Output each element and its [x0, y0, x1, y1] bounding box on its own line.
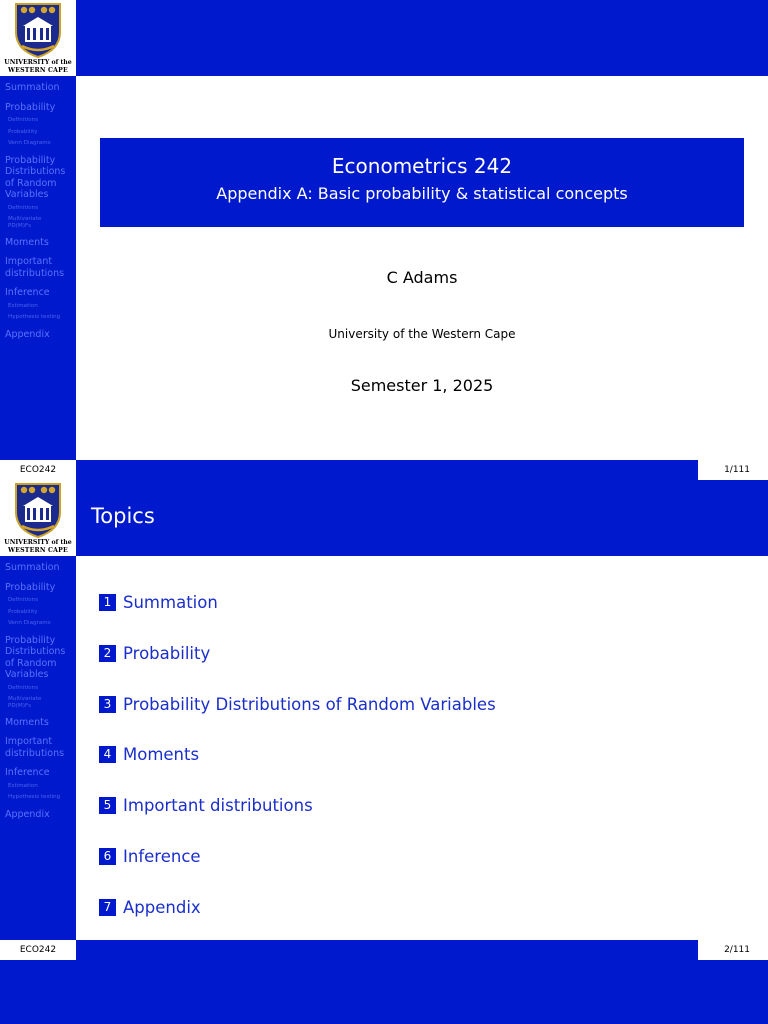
toc-item-moments[interactable]: [99, 744, 199, 764]
nav-line: PD(M)Fs: [8, 702, 32, 709]
nav-sub-venn-diagrams[interactable]: Venn Diagrams: [8, 620, 51, 627]
presentation-subtitle: Appendix A: Basic probability & statistical concepts: [216, 184, 628, 203]
section-nav: [5, 82, 73, 340]
toc-label: Probability Distributions of Random Variables: [123, 695, 496, 714]
toc-item-probability[interactable]: [99, 643, 210, 663]
footer-course: ECO242: [0, 940, 76, 960]
institution: University of the Western Cape: [328, 327, 516, 341]
nav-sub-multivariate[interactable]: [5, 216, 73, 228]
nav-line: Important: [5, 736, 53, 748]
nav-line: Important: [5, 256, 53, 268]
slide-footer: [0, 940, 768, 960]
toc-number: 5: [99, 797, 116, 814]
sidebar: [0, 480, 76, 940]
nav-summation[interactable]: Summation: [5, 82, 60, 93]
nav-line: Multivariate: [8, 696, 42, 703]
logo-text-line1: UNIVERSITY of the: [4, 539, 72, 546]
crest-icon: [14, 2, 62, 58]
toc-label: Summation: [123, 593, 218, 612]
nav-line: PD(M)Fs: [8, 222, 32, 229]
slide-1: [0, 0, 768, 480]
toc-number: 4: [99, 746, 116, 763]
nav-moments[interactable]: Moments: [5, 236, 49, 248]
nav-sub-estimation[interactable]: Estimation: [8, 782, 38, 789]
toc-label: Probability: [123, 644, 211, 663]
toc-number: 2: [99, 645, 116, 662]
nav-line: Distributions: [5, 646, 66, 658]
nav-appendix[interactable]: Appendix: [5, 328, 50, 340]
toc-number: 1: [99, 594, 116, 611]
university-logo: [0, 480, 76, 556]
crest-icon: [14, 482, 62, 538]
nav-sub-hypothesis-testing[interactable]: Hypothesis testing: [8, 314, 61, 321]
nav-line: Multivariate: [8, 216, 42, 223]
toc-label: Important distributions: [123, 796, 313, 815]
nav-important-distributions[interactable]: [5, 736, 73, 759]
nav-sub-probability[interactable]: Probability: [8, 608, 38, 615]
nav-line: Distributions: [5, 166, 66, 178]
nav-sub-multivariate[interactable]: [5, 696, 73, 708]
logo-text-line1: UNIVERSITY of the: [4, 59, 72, 66]
toc-label: Moments: [123, 745, 200, 764]
footer-page-number: 1/111: [698, 460, 768, 480]
nav-line: distributions: [5, 747, 65, 759]
footer-page-number: 2/111: [698, 940, 768, 960]
footer-course: ECO242: [0, 460, 76, 480]
toc-number: 6: [99, 848, 116, 865]
nav-inference[interactable]: Inference: [5, 767, 50, 779]
toc-item-appendix[interactable]: [99, 897, 201, 917]
slide-2: [0, 480, 768, 960]
logo-text-line2: WESTERN CAPE: [8, 547, 68, 554]
logo-text-line2: WESTERN CAPE: [8, 67, 68, 74]
frame-title: Topics: [91, 504, 155, 528]
nav-sub-probability[interactable]: Probability: [8, 128, 38, 135]
nav-appendix[interactable]: Appendix: [5, 808, 50, 820]
slide-header: [76, 0, 768, 76]
toc-number: 3: [99, 696, 116, 713]
presentation-title: Econometrics 242: [331, 154, 513, 178]
nav-important-distributions[interactable]: [5, 256, 73, 279]
nav-inference[interactable]: Inference: [5, 287, 50, 299]
nav-sub-venn-diagrams[interactable]: Venn Diagrams: [8, 140, 51, 147]
title-block: [100, 138, 744, 227]
sidebar: [0, 0, 76, 460]
toc-item-inference[interactable]: [99, 846, 201, 866]
university-logo: [0, 0, 76, 76]
toc-item-probability-distributions[interactable]: [99, 694, 496, 714]
nav-line: distributions: [5, 267, 65, 279]
toc-item-important-distributions[interactable]: [99, 795, 313, 815]
nav-sub-estimation[interactable]: Estimation: [8, 302, 38, 309]
nav-line: of Random: [5, 177, 57, 189]
nav-summation[interactable]: Summation: [5, 562, 60, 573]
nav-sub-definitions[interactable]: Definitions: [8, 597, 39, 603]
date: Semester 1, 2025: [350, 376, 494, 395]
author: C Adams: [386, 268, 458, 287]
slide-header: [76, 480, 768, 556]
nav-line: Probability: [5, 634, 56, 646]
nav-line: Variables: [5, 189, 49, 201]
toc-label: Appendix: [123, 898, 201, 917]
nav-line: Variables: [5, 669, 49, 681]
nav-sub-hypothesis-testing[interactable]: Hypothesis testing: [8, 794, 61, 801]
toc-item-summation[interactable]: [99, 592, 218, 612]
nav-sub-definitions[interactable]: Definitions: [8, 204, 39, 211]
toc-number: 7: [99, 899, 116, 916]
nav-probability-distributions[interactable]: [5, 155, 73, 201]
nav-line: Probability: [5, 154, 56, 166]
nav-probability[interactable]: Probability: [5, 101, 56, 113]
nav-line: of Random: [5, 657, 57, 669]
toc-label: Inference: [123, 847, 201, 866]
nav-probability-distributions[interactable]: [5, 635, 73, 681]
section-nav: [5, 562, 73, 820]
nav-sub-definitions[interactable]: Definitions: [8, 117, 39, 123]
nav-sub-definitions[interactable]: Definitions: [8, 684, 39, 691]
nav-moments[interactable]: Moments: [5, 716, 49, 728]
nav-probability[interactable]: Probability: [5, 581, 56, 593]
slide-footer: [0, 460, 768, 480]
